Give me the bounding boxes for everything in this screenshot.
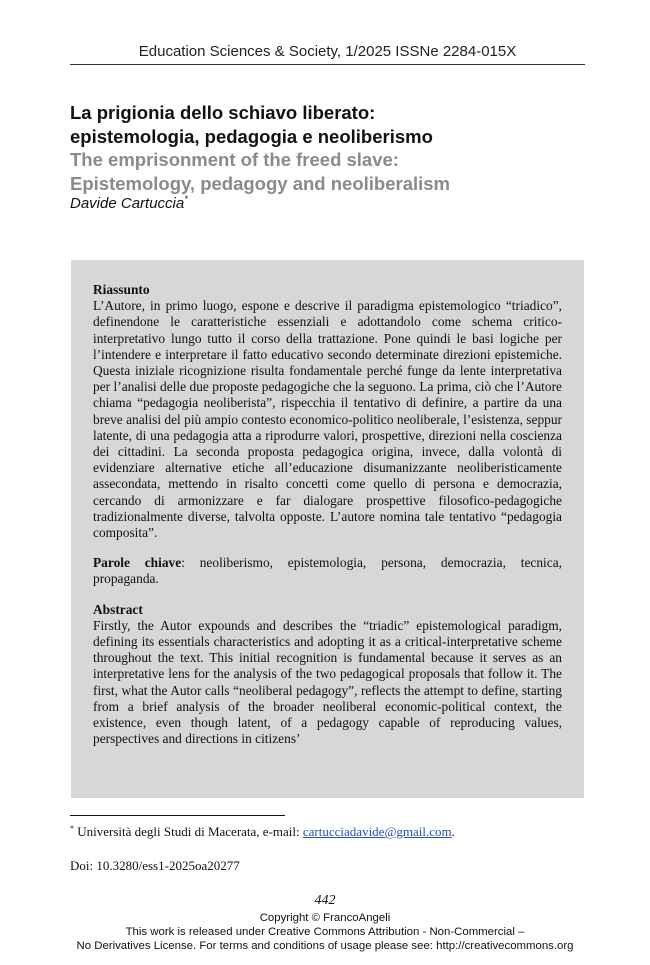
title-english-line1: The emprisonment of the freed slave: — [70, 149, 399, 170]
footnote-text: Università degli Studi di Macerata, e-mail: — [74, 824, 303, 839]
keywords-label: Parole chiave — [93, 555, 182, 571]
footnote-rule — [70, 815, 285, 816]
abstract-heading: Abstract — [93, 601, 143, 617]
copyright-block — [0, 911, 650, 953]
header-rule — [70, 64, 585, 65]
title-italian-line2: epistemologia, pedagogia e neoliberismo — [70, 126, 433, 147]
author-name: Davide Cartuccia — [70, 195, 185, 212]
copyright-line3: No Derivatives License. For terms and conditions of usage please see: http://creativecommons.org — [76, 940, 574, 952]
journal-header: Education Sciences & Society, 1/2025 ISSNe 2284-015X — [138, 43, 517, 60]
footnote-end: . — [451, 824, 455, 839]
footnote-email-link[interactable]: cartucciadavide@gmail.com — [302, 824, 452, 839]
abstract-text: Firstly, the Autor expounds and describes the “triadic” epistemological paradigm, defining its essentials characteristics and adopting it as a critical-interpretative scheme throughout the text. This initial recognition is fundamental because it serves as an interpretative lens for the analysis of the two pedagogical proposals that follow it. The first, what the Autor calls “neoliberal pedagogy”, reflects the attempt to define, starting from a brief analysis of the broader neoliberal economic-political context, the existence, even though latent, of a pedagogy capable of reproducing values, perspectives and directions in citizens’ — [93, 617, 562, 747]
footnote — [70, 824, 455, 840]
title-italian — [70, 101, 590, 149]
page-number: 442 — [314, 893, 336, 908]
title-italian-line1: La prigionia dello schiavo liberato: — [70, 102, 376, 123]
keywords-text: : neoliberismo, epistemologia, persona, democrazia, tecnica, propaganda. — [93, 555, 562, 587]
author-footnote-mark: * — [184, 194, 188, 204]
riassunto-text: L’Autore, in primo luogo, espone e descrive il paradigma epistemologico “triadico”, definendone le caratteristiche essenziali e adottandolo come schema critico-interpretativo lungo tutto il corso della trattazione. Pone quindi le basi logiche per l’intendere e interpretare il fatto educativo secondo determinate direzioni epistemiche. Questa iniziale ricognizione risulta fondamentale perché funge da lente interpretativa per l’analisi delle due proposte pedagogiche che la seguono. La prima, ciò che l’Autore chiama “pedagogia neoliberista”, rispecchia il tentativo di definire, a partire da una breve analisi del più ampio contesto economico-politico neoliberale, l’esistenza, seppur latente, di una pedagogia atta a riprodurre valori, prospettive, direzioni nella coscienza dei cittadini. La seconda proposta pedagogica origina, invece, dalla volontà di evidenziare alternative etiche all’educazione disumanizzante neoliberisticamente assecondata, mettendo in risalto concetti come quello di persona e democrazia, cercando di armonizzare e far dialogare prospettive filosofico-pedagogiche tradizionalmente diverse, talvolta opposte. L’autore nomina tale tentativo “pedagogia composita”. — [93, 298, 562, 541]
doi-line: Doi: 10.3280/ess1-2025oa20277 — [70, 858, 240, 873]
abstract-content — [93, 282, 562, 747]
abstract-box — [71, 260, 584, 798]
copyright-line2: This work is released under Creative Commons Attribution - Non-Commercial – — [125, 926, 525, 938]
title-english-line2: Epistemology, pedagogy and neoliberalism — [70, 173, 451, 194]
riassunto-heading: Riassunto — [93, 282, 150, 297]
footnote-mark: * — [70, 824, 74, 833]
author-line — [70, 194, 188, 212]
title-english — [70, 148, 590, 196]
copyright-line1: Copyright © FrancoAngeli — [259, 912, 391, 924]
keywords-paragraph — [93, 555, 562, 587]
